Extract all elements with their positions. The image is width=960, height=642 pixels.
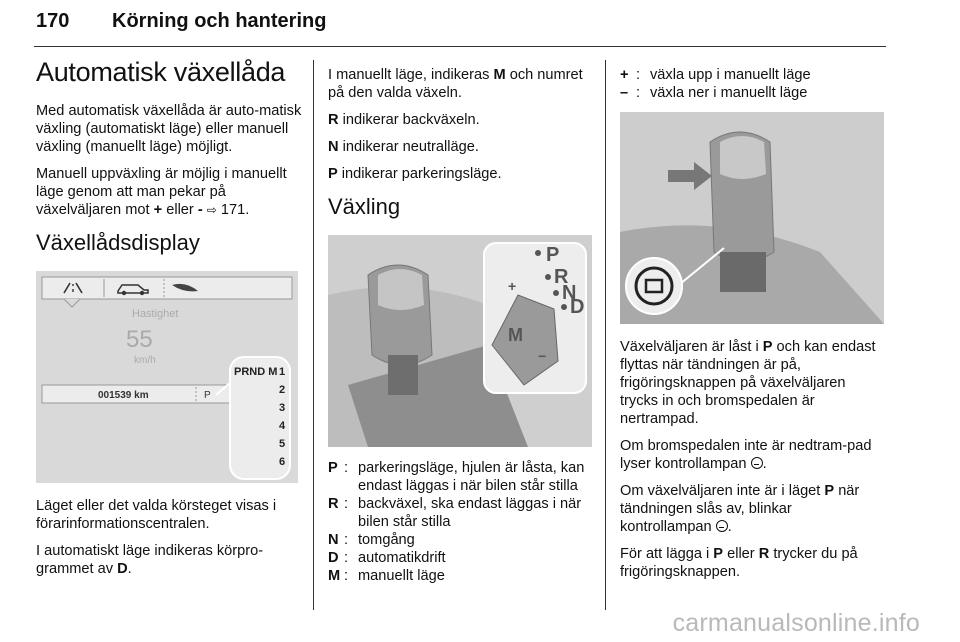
manual-mode-paragraph: I manuellt läge, indikeras M och numret på den valda växeln.	[328, 67, 583, 101]
lock-paragraph: Växelväljaren är låst i P och kan endast flyttas när tändningen är på, frigöringsknappen på växelväljaren trycks in och bromspedalen är nertrampad.	[620, 339, 876, 427]
legend-row-d: D : automatikdrift	[328, 550, 446, 566]
shift-legend	[620, 66, 886, 102]
manual-shift-paragraph: Manuell uppväxling är möjlig i manuellt läge genom att man pekar på växelväljaren mot + eller - ⇨ 171.	[36, 166, 287, 218]
column-1	[36, 56, 302, 587]
svg-text:km/h: km/h	[134, 355, 156, 366]
column-2	[328, 66, 594, 585]
gear-n-label: N	[562, 282, 577, 304]
svg-text:1: 1	[279, 366, 286, 378]
legend-row-n: N : tomgång	[328, 532, 415, 548]
svg-text:P: P	[204, 390, 211, 401]
gear-lever-illustration	[328, 235, 592, 447]
release-paragraph: För att lägga i P eller R trycker du på frigöringsknappen.	[620, 546, 858, 580]
brake-pedal-indicator-icon	[716, 520, 728, 532]
gear-d-label: D	[570, 296, 585, 318]
section-title-shifting: Växling	[328, 194, 401, 219]
intro-paragraph: Med automatisk växellåda är auto-matisk växling (automatiskt läge) eller manuell växling (manuellt läge) möjligt.	[36, 103, 302, 155]
gear-minus-label: −	[538, 348, 547, 364]
legend-row-r: R : backväxel, ska endast läggas i när bilen står stilla	[328, 496, 582, 530]
display-paragraph: Läget eller det valda körsteget visas i förarinformationscentralen.	[36, 498, 277, 532]
legend-row-minus: – : växla ner i manuellt läge	[620, 85, 808, 101]
svg-text:4: 4	[279, 420, 286, 432]
legend-row-p: P : parkeringsläge, hjulen är låsta, kan endast läggas i när bilen står stilla	[328, 460, 585, 494]
section-title-automatic: Automatisk växellåda	[36, 57, 286, 87]
gear-display-figure	[36, 271, 298, 483]
page-ref-icon: ⇨	[206, 203, 217, 217]
gear-legend	[328, 459, 594, 585]
chapter-title: Körning och hantering	[112, 10, 327, 32]
svg-text:5: 5	[279, 438, 286, 450]
gear-p-label: P	[546, 244, 560, 266]
gear-m-label: M	[508, 325, 523, 345]
gear-r-label: R	[554, 266, 569, 288]
gear-plus-label: +	[508, 278, 517, 294]
page-number: 170	[36, 10, 70, 32]
auto-mode-paragraph: I automatiskt läge indikeras körpro-grammet av D.	[36, 543, 264, 577]
park-paragraph: P indikerar parkeringsläge.	[328, 166, 502, 182]
release-button-figure	[620, 112, 884, 324]
header-rule	[34, 46, 886, 47]
svg-text:PRND M: PRND M	[234, 366, 278, 378]
svg-text:001539 km: 001539 km	[98, 390, 149, 401]
brake-warning-paragraph: Om bromspedalen inte är nedtram-pad lyser kontrollampan .	[620, 438, 872, 472]
svg-text:2: 2	[279, 384, 286, 396]
column-divider-2	[605, 60, 606, 610]
column-divider-1	[313, 60, 314, 610]
brake-pedal-indicator-icon	[751, 457, 763, 469]
svg-text:55: 55	[126, 326, 153, 353]
section-title-display: Växellådsdisplay	[36, 230, 200, 255]
neutral-paragraph: N indikerar neutralläge.	[328, 139, 479, 155]
column-3	[620, 66, 886, 590]
flashing-paragraph: Om växelväljaren inte är i läget P när tändningen slås av, blinkar kontrollampan .	[620, 483, 860, 535]
svg-text:3: 3	[279, 402, 286, 414]
instrument-cluster-illustration	[36, 271, 298, 483]
svg-text:Hastighet: Hastighet	[132, 308, 179, 320]
legend-row-plus: + : växla upp i manuellt läge	[620, 67, 811, 83]
svg-text:6: 6	[279, 456, 286, 468]
release-button-illustration	[620, 112, 884, 324]
legend-row-m: M : manuellt läge	[328, 568, 445, 584]
reverse-paragraph: R indikerar backväxeln.	[328, 112, 480, 128]
watermark: carmanualsonline.info	[672, 609, 920, 637]
shift-lever-figure	[328, 235, 592, 447]
